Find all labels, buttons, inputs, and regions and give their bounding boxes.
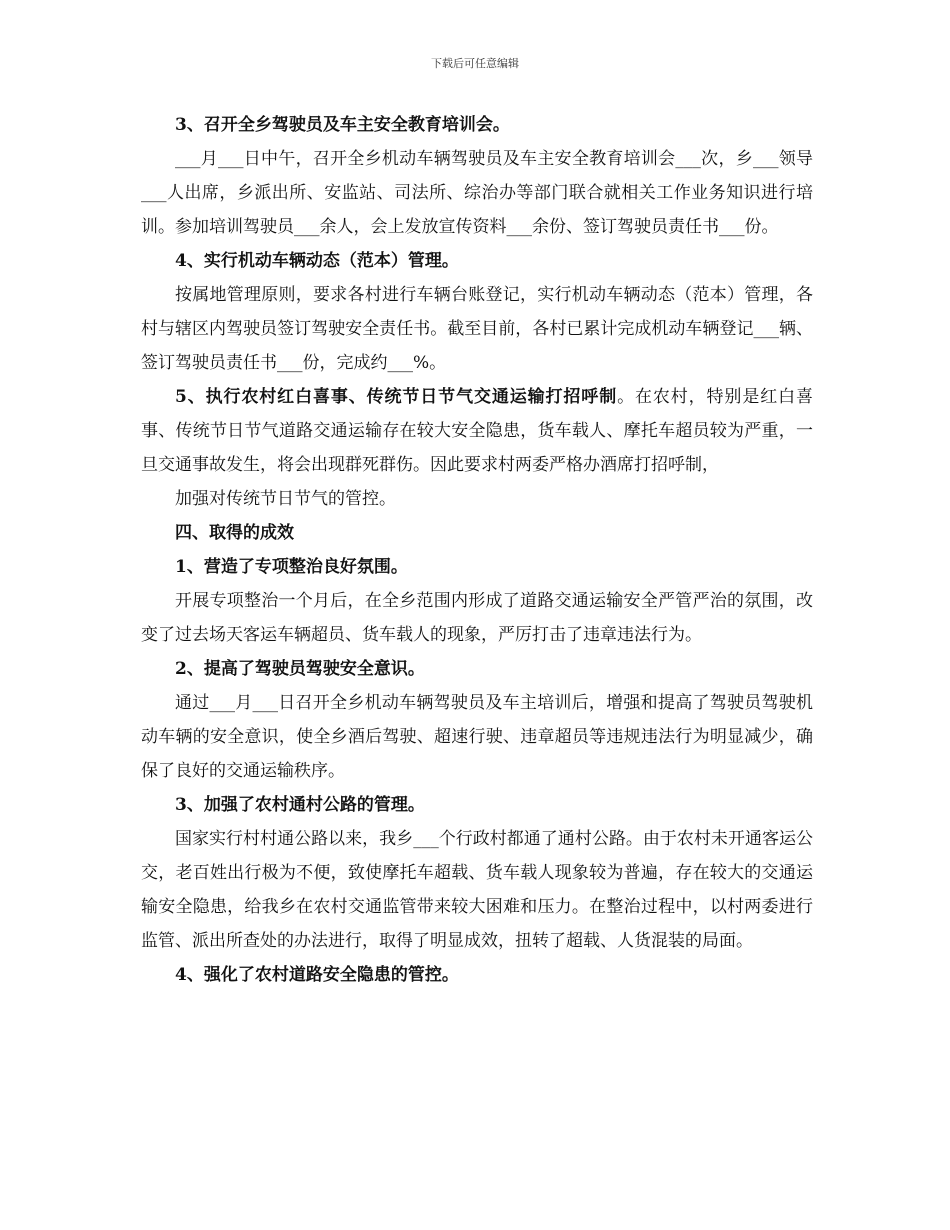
body-paragraph: 国家实行村村通公路以来，我乡___个行政村都通了通村公路。由于农村未开通客运公交，老百姓出行极为不便，致使摩托车超载、货车载人现象较为普遍，存在较大的交通运输安全隐患，给我乡在农村交通监管带来较大困难和压力。在整治过程中，以村两委进行监管、派出所查处的办法进行，取得了明显成效，扭转了超载、人货混装的局面。 xyxy=(141,829,813,951)
inline-body: 。在农村，特别是红白喜事、传统节日节气道路交通运输存在较大安全隐患，货车载人、摩托车超员较为严重，一旦交通事故发生，将会出现群死群伤。因此要求村两委严格办酒席打招呼制， xyxy=(141,387,813,475)
chapter-heading: 四、取得的成效 xyxy=(175,523,294,543)
inline-heading: 5、执行农村红白喜事、传统节日节气交通运输打招呼制 xyxy=(175,387,618,407)
body-paragraph: 通过___月___日召开全乡机动车辆驾驶员及车主培训后，增强和提高了驾驶员驾驶机动车辆的安全意识，使全乡酒后驾驶、超速行驶、违章超员等违规违法行为明显减少，确保了良好的交通运输秩序。 xyxy=(141,693,813,781)
body-paragraph: 按属地管理原则，要求各村进行车辆台账登记，实行机动车辆动态（范本）管理，各村与辖区内驾驶员签订驾驶安全责任书。截至目前，各村已累计完成机动车辆登记___辆、签订驾驶员责任书___份，完成约___%。 xyxy=(141,285,813,373)
section-heading: 3、召开全乡驾驶员及车主安全教育培训会。 xyxy=(175,115,510,135)
section-heading: 3、加强了农村通村公路的管理。 xyxy=(175,795,425,815)
section-heading: 4、强化了农村道路安全隐患的管控。 xyxy=(175,965,459,985)
body-paragraph: 开展专项整治一个月后，在全乡范围内形成了道路交通运输安全严管严治的氛围，改变了过去场天客运车辆超员、货车载人的现象，严厉打击了违章违法行为。 xyxy=(141,591,813,645)
section-heading: 4、实行机动车辆动态（范本）管理。 xyxy=(175,251,459,271)
mixed-paragraph xyxy=(141,380,813,482)
body-paragraph: 加强对传统节日节气的管控。 xyxy=(175,489,396,509)
document-body xyxy=(141,108,813,992)
section-heading: 1、营造了专项整治良好氛围。 xyxy=(175,557,408,577)
section-heading: 2、提高了驾驶员驾驶安全意识。 xyxy=(175,659,425,679)
body-paragraph: ___月___日中午，召开全乡机动车辆驾驶员及车主安全教育培训会___次，乡___领导___人出席，乡派出所、安监站、司法所、综治办等部门联合就相关工作业务知识进行培训。参加培训驾驶员___余人，会上发放宣传资料___余份、签订驾驶员责任书___份。 xyxy=(141,149,813,237)
page-header-note: 下载后可任意编辑 xyxy=(431,57,519,70)
